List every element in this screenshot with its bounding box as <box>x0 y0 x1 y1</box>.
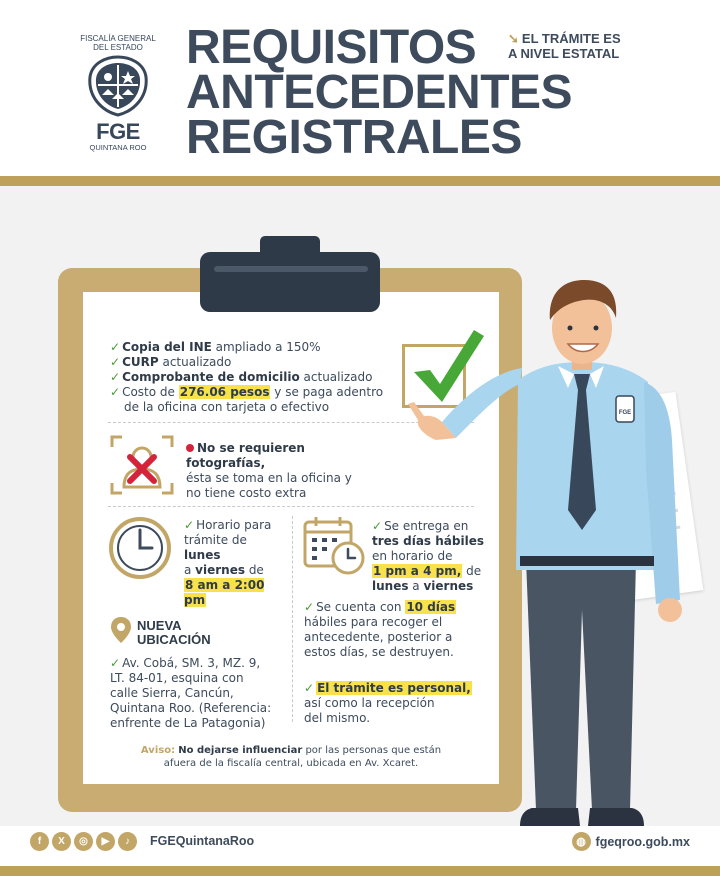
office-hours: ✓ Horario para trámite de lunes a viernes de 8 am a 2:00 pm <box>184 518 272 607</box>
globe-icon: ◍ <box>572 832 591 851</box>
header-gold-band <box>0 176 720 186</box>
requirement-ine: ✓ Copia del INE ampliado a 150% <box>110 340 321 354</box>
website-link[interactable] <box>572 832 690 851</box>
website-url[interactable]: fgeqroo.gob.mx <box>595 834 690 849</box>
check-icon: ✓ <box>110 656 121 670</box>
instagram-icon[interactable]: ◎ <box>74 832 93 851</box>
new-location-heading: NUEVA UBICACIÓN <box>137 618 211 647</box>
clock-icon <box>108 516 172 580</box>
personal-highlight: El trámite es personal, <box>317 681 471 695</box>
officer-illustration <box>408 270 718 840</box>
column-divider <box>292 516 293 722</box>
calendar-clock-icon <box>302 514 366 576</box>
no-photos-note: No se requieren fotografías, ésta se toma en la oficina y no tiene costo extra <box>186 441 352 500</box>
check-icon: ✓ <box>372 519 383 533</box>
pickup-deadline: ✓ Se cuenta con 10 días hábiles para recoger el antecedente, posterior a estos días, se destruyen. <box>304 600 456 659</box>
requirements-list <box>110 340 384 415</box>
scope-note <box>508 31 621 61</box>
scope-line1: EL TRÁMITE ES <box>521 31 621 46</box>
check-icon: ✓ <box>110 370 121 384</box>
requirement-cost: ✓ Costo de 276.06 pesos y se paga adentro <box>110 385 384 399</box>
location-pin-icon <box>110 616 132 644</box>
logo-org-line2: DEL ESTADO <box>93 43 143 52</box>
clipboard-clip-slot <box>214 266 368 272</box>
title-line2: ANTECEDENTES <box>186 66 573 119</box>
check-icon: ✓ <box>110 340 121 354</box>
delivery-info: ✓ Se entrega en tres días hábiles en horario de 1 pm a 4 pm, de lunes a viernes <box>372 519 484 593</box>
tiktok-icon[interactable]: ♪ <box>118 832 137 851</box>
personal-procedure: ✓ El trámite es personal, así como la recepción del mismo. <box>304 681 471 725</box>
facebook-icon[interactable]: f <box>30 832 49 851</box>
social-links <box>30 832 137 851</box>
x-icon[interactable]: X <box>52 832 71 851</box>
logo-state: QUINTANA ROO <box>89 143 147 152</box>
check-icon: ✓ <box>304 681 315 695</box>
alert-dot-icon <box>186 444 194 452</box>
title-line1: REQUISITOS <box>186 21 477 74</box>
logo-acronym: FGE <box>96 119 140 144</box>
pickup-days: 10 días <box>406 600 456 614</box>
address: ✓ Av. Cobá, SM. 3, MZ. 9, LT. 84-01, esquina con calle Sierra, Cancún, Quintana Roo. (Referencia: enfrente de La Patagonia) <box>110 656 272 730</box>
social-handle[interactable]: FGEQuintanaRoo <box>150 834 255 848</box>
no-photo-icon <box>110 435 174 495</box>
title-line3: REGISTRALES <box>186 111 522 164</box>
warning-notice: Aviso: No dejarse influenciar por las personas que están afuera de la fiscalía central, ubicada en Av. Xcaret. <box>140 745 442 769</box>
requirement-curp: ✓ CURP actualizado <box>110 355 232 369</box>
requirement-cost-line2: de la oficina con tarjeta o efectivo <box>124 400 330 414</box>
delivery-hours: 1 pm a 4 pm, <box>373 564 462 578</box>
check-icon: ✓ <box>184 518 195 532</box>
cost-amount: 276.06 pesos <box>179 385 270 399</box>
check-icon: ✓ <box>110 385 121 399</box>
office-hours-range: 8 am a 2:00 pm <box>184 578 265 607</box>
requirement-domicilio: ✓ Comprobante de domicilio actualizado <box>110 370 373 384</box>
youtube-icon[interactable]: ▶ <box>96 832 115 851</box>
arrow-down-right-icon: ➘ <box>508 31 519 46</box>
clipboard-clip <box>200 252 380 312</box>
logo-org-line1: FISCALÍA GENERAL <box>80 34 156 43</box>
footer-gold-band <box>0 866 720 876</box>
check-icon: ✓ <box>110 355 121 369</box>
check-icon: ✓ <box>304 600 315 614</box>
fge-logo <box>78 34 158 152</box>
shirt-badge-text: FGE <box>618 410 632 416</box>
shield-emblem-icon <box>86 55 150 117</box>
scope-line2: A NIVEL ESTATAL <box>508 46 620 61</box>
